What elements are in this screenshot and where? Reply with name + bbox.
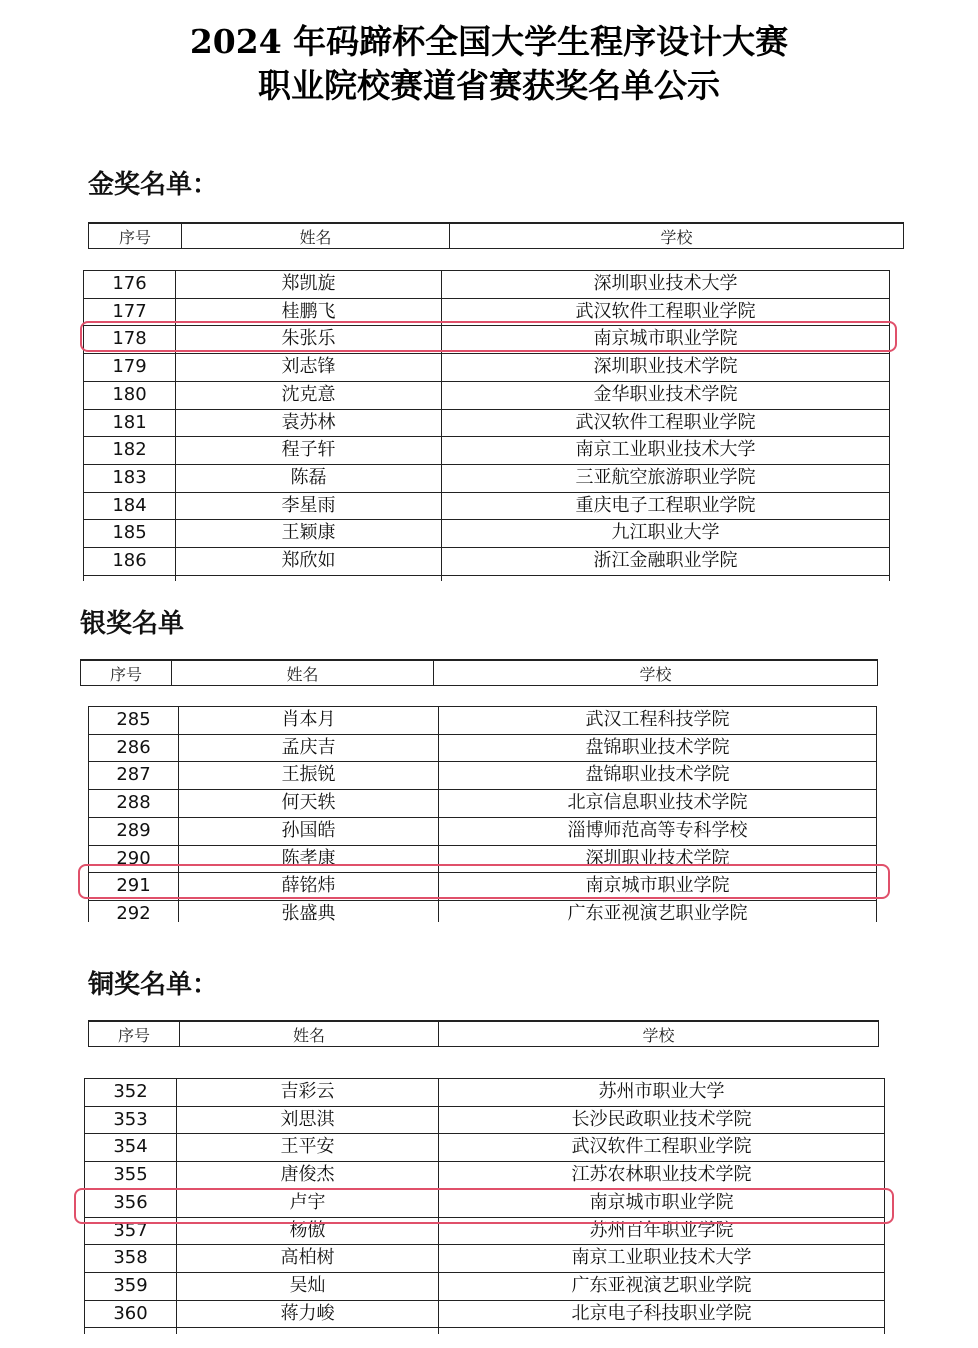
cell-name: 郑欣如 (176, 548, 442, 576)
highlight-box (74, 1188, 894, 1224)
cell-school: 北京信息职业技术学院 (439, 790, 877, 818)
silver-section-heading: 银奖名单 (80, 609, 185, 639)
table-row (84, 548, 890, 576)
cell-name: 吉彩云 (177, 1079, 439, 1107)
table-row (84, 437, 890, 465)
cell-name: 吴灿 (177, 1272, 439, 1300)
table-row (84, 381, 890, 409)
cell-seq: 184 (84, 492, 176, 520)
cell-school: 盘锦职业技术学院 (439, 734, 877, 762)
cell-name: 何天轶 (179, 790, 439, 818)
cell-name: 蒋力峻 (177, 1300, 439, 1328)
column-header-seq: 序号 (89, 223, 182, 249)
cell-school: 盘锦职业技术学院 (439, 762, 877, 790)
column-header-school: 学校 (439, 1021, 879, 1047)
table-row (85, 1162, 885, 1190)
cell-empty (84, 575, 176, 581)
cell-school: 武汉软件工程职业学院 (442, 409, 890, 437)
bronze-header-table (88, 1020, 879, 1047)
cell-school: 三亚航空旅游职业学院 (442, 464, 890, 492)
cell-name: 孟庆吉 (179, 734, 439, 762)
cell-seq: 357 (85, 1217, 177, 1245)
cell-school: 南京工业职业技术大学 (439, 1245, 885, 1273)
table-row (84, 520, 890, 548)
cell-school: 南京工业职业技术大学 (442, 437, 890, 465)
column-header-name: 姓名 (182, 223, 450, 249)
cell-name: 李星雨 (176, 492, 442, 520)
cell-seq: 354 (85, 1134, 177, 1162)
table-row (85, 1079, 885, 1107)
cell-empty (177, 1328, 439, 1334)
cell-name: 肖本月 (179, 707, 439, 735)
cell-empty (442, 575, 890, 581)
cell-school: 北京电子科技职业学院 (439, 1300, 885, 1328)
table-row (84, 464, 890, 492)
cell-name: 孙国皓 (179, 817, 439, 845)
cell-school: 深圳职业技术大学 (442, 271, 890, 299)
table-row (89, 900, 877, 922)
cell-seq: 286 (89, 734, 179, 762)
cell-name: 张盛典 (179, 900, 439, 922)
cell-name: 朱张乐 (176, 326, 442, 354)
cell-name: 刘志锋 (176, 354, 442, 382)
cell-seq: 359 (85, 1272, 177, 1300)
cell-name: 沈克意 (176, 381, 442, 409)
column-header-seq: 序号 (89, 1021, 180, 1047)
highlight-box (78, 864, 890, 899)
cell-name: 卢宇 (177, 1189, 439, 1217)
cell-school: 武汉软件工程职业学院 (439, 1134, 885, 1162)
cell-empty (176, 575, 442, 581)
table-row (89, 817, 877, 845)
page-title-line-1: 2024 年码蹄杯全国大学生程序设计大赛 (189, 22, 789, 61)
cell-school: 金华职业技术学院 (442, 381, 890, 409)
table-row (85, 1106, 885, 1134)
cell-school: 南京城市职业学院 (439, 1189, 885, 1217)
cell-school: 武汉软件工程职业学院 (442, 298, 890, 326)
cell-empty (85, 1328, 177, 1334)
cell-school: 深圳职业技术学院 (442, 354, 890, 382)
cell-school: 江苏农林职业技术学院 (439, 1162, 885, 1190)
column-header-school: 学校 (450, 223, 904, 249)
cell-school: 淄博师范高等专科学校 (439, 817, 877, 845)
cell-school: 广东亚视演艺职业学院 (439, 900, 877, 922)
cell-name: 王振锐 (179, 762, 439, 790)
table-row (89, 762, 877, 790)
table-row (89, 790, 877, 818)
cell-seq: 290 (89, 845, 179, 873)
table-row (84, 354, 890, 382)
cell-name: 王颖康 (176, 520, 442, 548)
cell-seq: 356 (85, 1189, 177, 1217)
cell-name: 袁苏林 (176, 409, 442, 437)
cell-seq: 288 (89, 790, 179, 818)
column-header-name: 姓名 (180, 1021, 439, 1047)
table-row-cut (85, 1328, 885, 1334)
cell-seq: 186 (84, 548, 176, 576)
table-row (89, 734, 877, 762)
table-row (84, 492, 890, 520)
cell-seq: 183 (84, 464, 176, 492)
table-row (85, 1272, 885, 1300)
highlight-box (80, 321, 897, 352)
cell-school: 深圳职业技术学院 (439, 845, 877, 873)
cell-school: 武汉工程科技学院 (439, 707, 877, 735)
cell-seq: 176 (84, 271, 176, 299)
cell-name: 杨傲 (177, 1217, 439, 1245)
cell-name: 高柏树 (177, 1245, 439, 1273)
page-title-line-2: 职业院校赛道省赛获奖名单公示 (258, 66, 720, 105)
table-row (84, 271, 890, 299)
cell-name: 唐俊杰 (177, 1162, 439, 1190)
cell-seq: 360 (85, 1300, 177, 1328)
cell-seq: 358 (85, 1245, 177, 1273)
cell-seq: 285 (89, 707, 179, 735)
cell-name: 王平安 (177, 1134, 439, 1162)
cell-school: 九江职业大学 (442, 520, 890, 548)
cell-name: 郑凯旋 (176, 271, 442, 299)
column-header-name: 姓名 (172, 660, 434, 686)
cell-school: 重庆电子工程职业学院 (442, 492, 890, 520)
table-row (85, 1300, 885, 1328)
cell-school: 广东亚视演艺职业学院 (439, 1272, 885, 1300)
cell-school: 长沙民政职业技术学院 (439, 1106, 885, 1134)
table-row (85, 1134, 885, 1162)
cell-seq: 287 (89, 762, 179, 790)
cell-name: 薛铭炜 (179, 873, 439, 901)
cell-name: 陈孝康 (179, 845, 439, 873)
cell-school: 浙江金融职业学院 (442, 548, 890, 576)
cell-seq: 291 (89, 873, 179, 901)
bronze-section-heading: 铜奖名单： (88, 970, 219, 1000)
silver-header-table (80, 659, 878, 686)
cell-seq: 177 (84, 298, 176, 326)
cell-seq: 292 (89, 900, 179, 922)
cell-school: 南京城市职业学院 (439, 873, 877, 901)
cell-school: 苏州百年职业学院 (439, 1217, 885, 1245)
gold-table-excerpt (82, 270, 890, 581)
table-row-cut (84, 575, 890, 581)
cell-seq: 179 (84, 354, 176, 382)
cell-seq: 180 (84, 381, 176, 409)
table-row (85, 1245, 885, 1273)
cell-seq: 353 (85, 1106, 177, 1134)
column-header-school: 学校 (434, 660, 878, 686)
table-row (89, 707, 877, 735)
cell-seq: 181 (84, 409, 176, 437)
cell-school: 苏州市职业大学 (439, 1079, 885, 1107)
cell-seq: 185 (84, 520, 176, 548)
gold-header-table (88, 222, 904, 249)
cell-seq: 289 (89, 817, 179, 845)
cell-empty (439, 1328, 885, 1334)
cell-seq: 182 (84, 437, 176, 465)
cell-name: 陈磊 (176, 464, 442, 492)
cell-seq: 355 (85, 1162, 177, 1190)
gold-table (83, 270, 890, 581)
cell-name: 刘思淇 (177, 1106, 439, 1134)
cell-seq: 178 (84, 326, 176, 354)
gold-section-heading: 金奖名单： (88, 170, 219, 200)
cell-name: 桂鹏飞 (176, 298, 442, 326)
cell-school: 南京城市职业学院 (442, 326, 890, 354)
cell-name: 程子轩 (176, 437, 442, 465)
table-row (84, 409, 890, 437)
column-header-seq: 序号 (81, 660, 172, 686)
cell-seq: 352 (85, 1079, 177, 1107)
